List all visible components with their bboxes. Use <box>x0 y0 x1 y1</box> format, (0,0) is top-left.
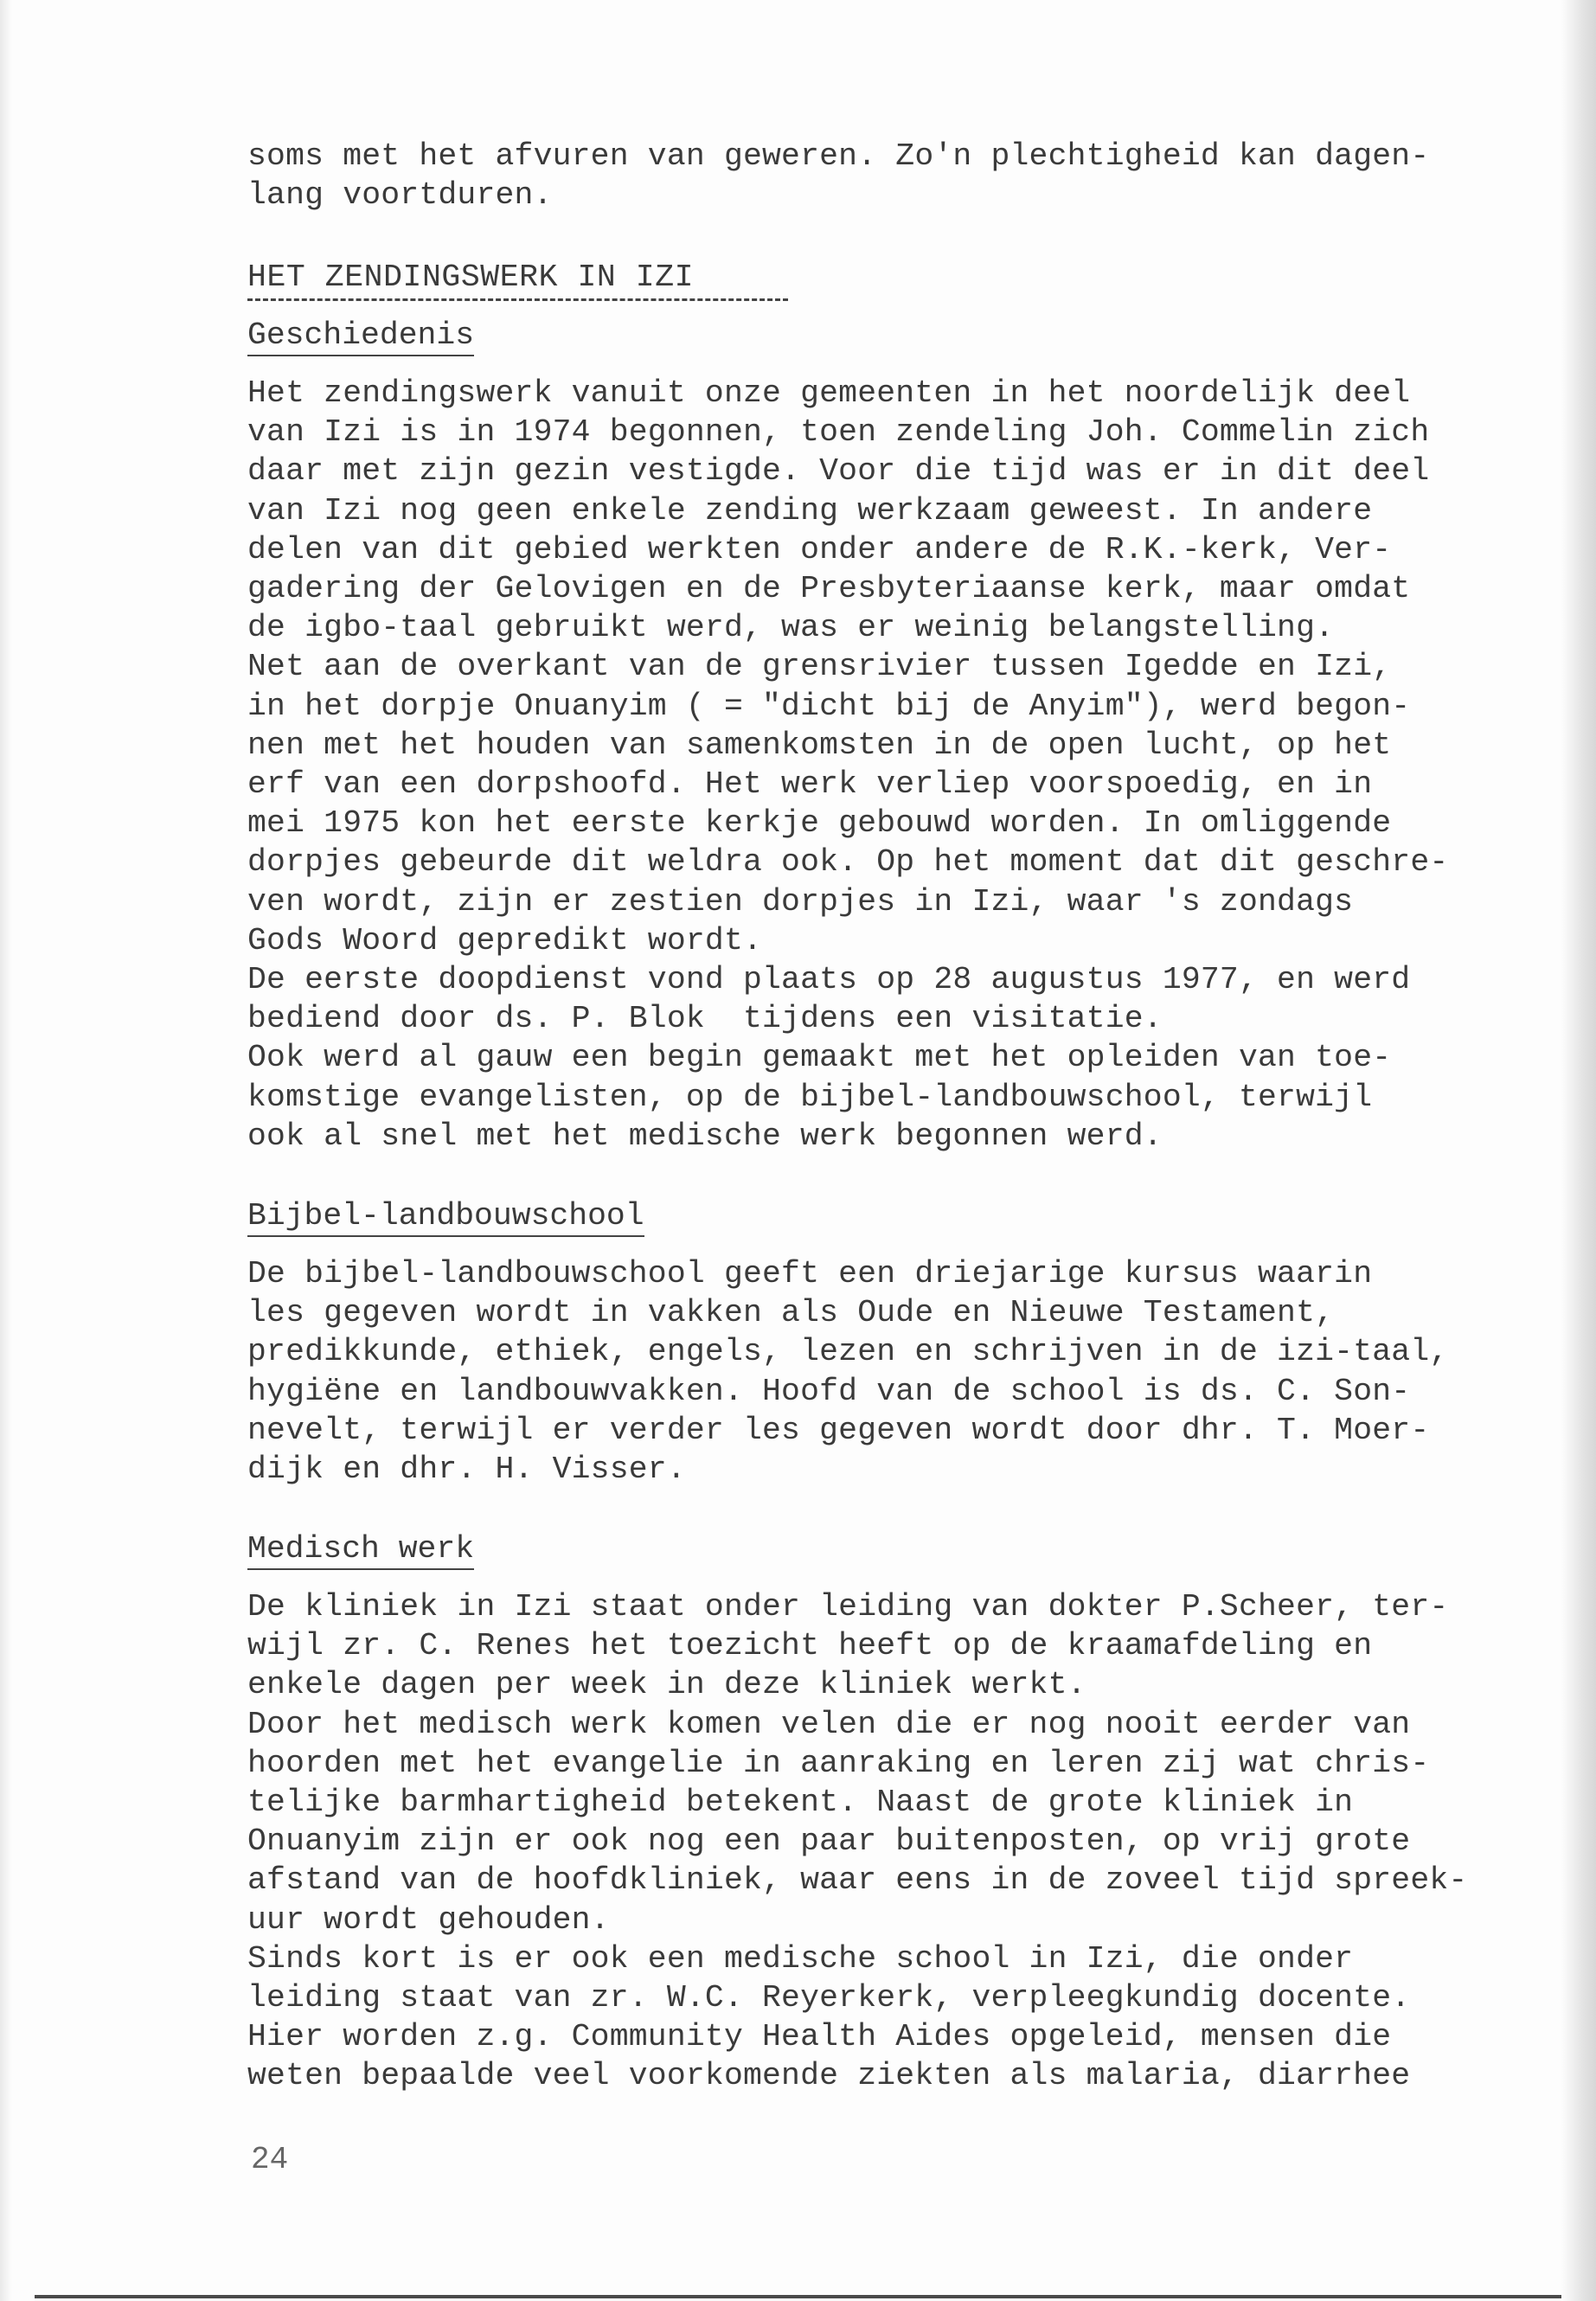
text-line: De eerste doopdienst vond plaats op 28 augustus 1977, en werd <box>247 962 1411 998</box>
bottom-rule <box>35 2295 1561 2298</box>
text-line: enkele dagen per week in deze kliniek werkt. <box>247 1667 1086 1703</box>
text-line: wijl zr. C. Renes het toezicht heeft op de kraamafdeling en <box>247 1628 1373 1664</box>
text-line: Het zendingswerk vanuit onze gemeenten in het noordelijk deel <box>247 375 1411 411</box>
text-line: Onuanyim zijn er ook nog een paar buitenposten, op vrij grote <box>247 1823 1411 1860</box>
text-line: daar met zijn gezin vestigde. Voor die tijd was er in dit deel <box>247 453 1430 490</box>
text-line: dijk en dhr. H. Visser. <box>247 1452 686 1488</box>
text-line: erf van een dorpshoofd. Het werk verliep voorspoedig, en in <box>247 766 1373 803</box>
text-line: mei 1975 kon het eerste kerkje gebouwd worden. In omliggende <box>247 805 1392 842</box>
page-number: 24 <box>251 2142 289 2177</box>
text-line: dorpjes gebeurde dit weldra ook. Op het moment dat dit geschre- <box>247 844 1449 881</box>
text-line: Hier worden z.g. Community Health Aides opgeleid, mensen die <box>247 2019 1392 2055</box>
text-line: ven wordt, zijn er zestien dorpjes in Izi, waar 's zondags <box>247 883 1354 920</box>
text-line: nen met het houden van samenkomsten in de open lucht, op het <box>247 727 1392 763</box>
text-line: afstand van de hoofdkliniek, waar eens in de zoveel tijd spreek- <box>247 1862 1468 1899</box>
text-line: ook al snel met het medische werk begonnen werd. <box>247 1118 1163 1154</box>
text-line: Net aan de overkant van de grensrivier tussen Igedde en Izi, <box>247 649 1392 685</box>
text-line: van Izi nog geen enkele zending werkzaam geweest. In andere <box>247 492 1373 529</box>
text-line: de igbo-taal gebruikt werd, was er weinig belangstelling. <box>247 610 1335 646</box>
text-line: Ook werd al gauw een begin gemaakt met het opleiden van toe- <box>247 1040 1392 1076</box>
section-heading-medisch-werk: Medisch werk <box>247 1529 474 1570</box>
text-line: hoorden met het evangelie in aanraking en leren zij wat chris- <box>247 1745 1430 1781</box>
text-line: weten bepaalde veel voorkomende ziekten als malaria, diarrhee <box>247 2058 1411 2094</box>
text-line: De kliniek in Izi staat onder leiding van dokter P.Scheer, ter- <box>247 1589 1449 1625</box>
intro-paragraph <box>247 137 1528 215</box>
main-heading: HET ZENDINGSWERK IN IZI <box>247 260 695 295</box>
scan-right-edge <box>1561 0 1596 2301</box>
section-body-bijbel-landbouwschool <box>247 1254 1528 1489</box>
text-line: Door het medisch werk komen velen die er nog nooit eerder van <box>247 1706 1411 1742</box>
section-heading-bijbel-landbouwschool: Bijbel-landbouwschool <box>247 1196 644 1237</box>
text-line: in het dorpje Onuanyim ( = "dicht bij de Anyim"), werd begon- <box>247 688 1411 724</box>
text-line: De bijbel-landbouwschool geeft een driejarige kursus waarin <box>247 1256 1373 1292</box>
text-line: predikkunde, ethiek, engels, lezen en schrijven in de izi-taal, <box>247 1334 1449 1370</box>
scan-left-edge <box>0 0 12 2301</box>
text-line: soms met het afvuren van geweren. Zo'n plechtigheid kan dagen- <box>247 138 1430 174</box>
text-line: leiding staat van zr. W.C. Reyerkerk, verpleegkundig docente. <box>247 1980 1411 2016</box>
text-line: uur wordt gehouden. <box>247 1901 610 1938</box>
section-heading-geschiedenis: Geschiedenis <box>247 316 474 356</box>
text-line: bediend door ds. P. Blok tijdens een visitatie. <box>247 1001 1163 1037</box>
text-line: lang voortduren. <box>247 177 553 214</box>
text-line: gadering der Gelovigen en de Presbyteriaanse kerk, maar omdat <box>247 571 1411 607</box>
main-heading-dashed-underline <box>247 298 788 301</box>
text-line: telijke barmhartigheid betekent. Naast de grote kliniek in <box>247 1785 1354 1821</box>
text-line: komstige evangelisten, op de bijbel-landbouwschool, terwijl <box>247 1079 1373 1115</box>
text-line: les gegeven wordt in vakken als Oude en Nieuwe Testament, <box>247 1295 1335 1331</box>
text-line: van Izi is in 1974 begonnen, toen zendeling Joh. Commelin zich <box>247 414 1430 451</box>
section-body-geschiedenis <box>247 374 1528 1156</box>
text-line: nevelt, terwijl er verder les gegeven wordt door dhr. T. Moer- <box>247 1412 1430 1448</box>
text-line: hygiëne en landbouwvakken. Hoofd van de school is ds. C. Son- <box>247 1373 1411 1409</box>
text-line: Sinds kort is er ook een medische school in Izi, die onder <box>247 1940 1354 1977</box>
section-body-medisch-werk <box>247 1587 1528 2096</box>
text-line: delen van dit gebied werkten onder andere de R.K.-kerk, Ver- <box>247 531 1392 567</box>
text-line: Gods Woord gepredikt wordt. <box>247 922 763 958</box>
